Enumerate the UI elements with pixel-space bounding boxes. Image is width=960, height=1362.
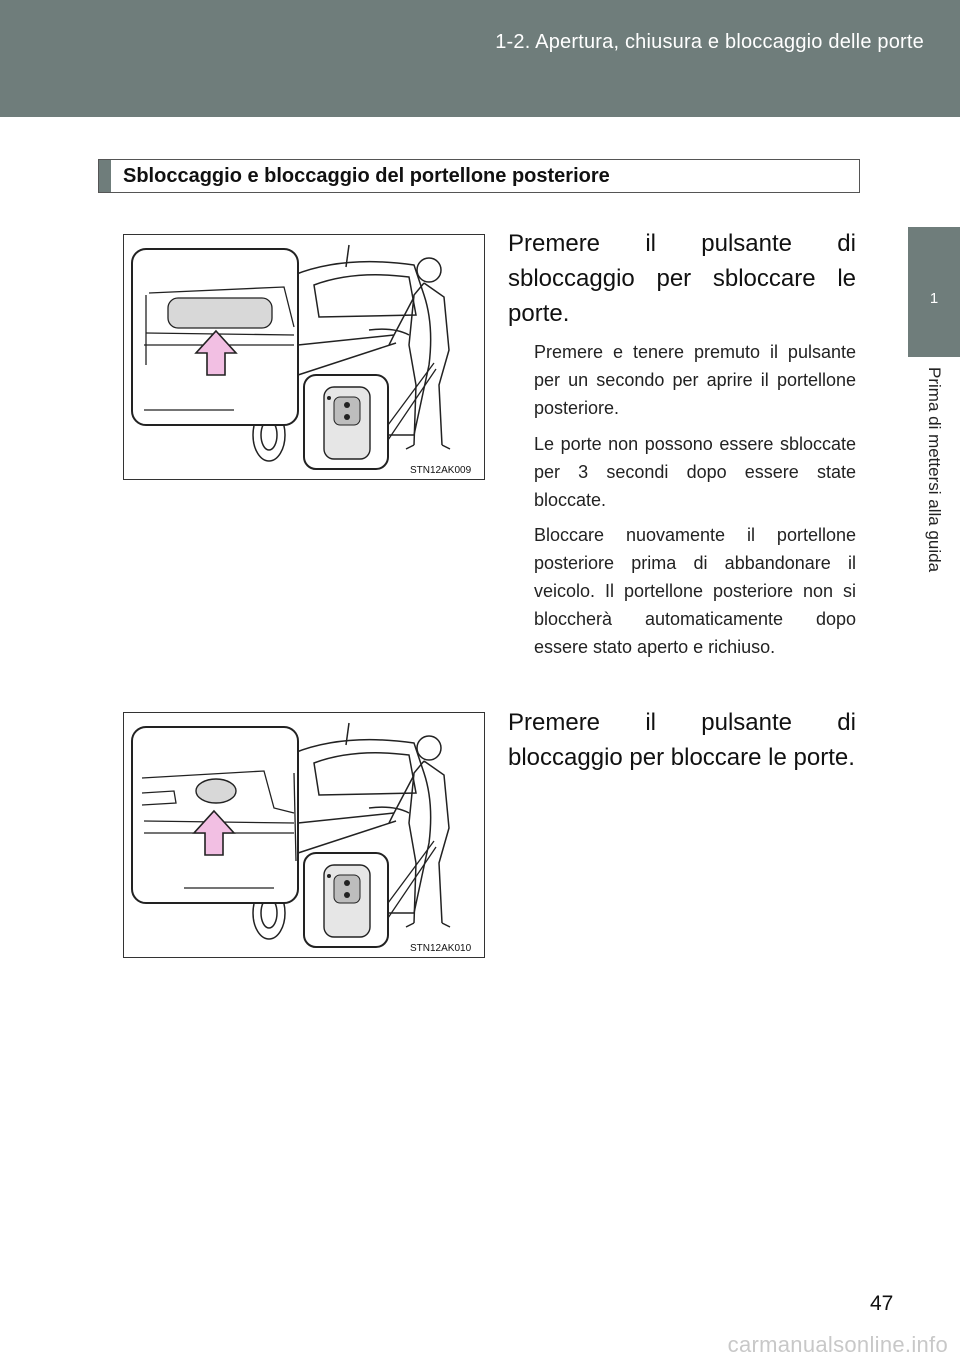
section-heading [98,159,860,193]
chapter-label: Prima di mettersi alla guida [925,367,944,573]
chapter-label-wrap [908,357,960,657]
figure-code: STN12AK009 [410,465,472,476]
step-lock-text: Premere il pulsante di bloccaggio per bloccare le porte. [508,709,856,771]
key-fob-icon [324,865,370,937]
header-band [0,0,960,117]
person-figure [389,736,450,927]
lock-button-shape [196,779,236,803]
note-open-tailgate: Premere e tenere premuto il pulsante per un secondo per aprire il portellone posteriore. [534,342,856,418]
chapter-number: 1 [929,290,939,307]
section-title: Sbloccaggio e bloccaggio del portellone posteriore [123,164,610,187]
figure-unlock [123,234,485,480]
step-unlock-text: Premere il pulsante di sbloccaggio per sbloccare le porte. [508,230,856,327]
key-fob-icon [324,387,370,459]
unlock-button-shape [168,298,272,328]
note-relock-tailgate: Bloccare nuovamente il portellone posteriore prima di abbandonare il veicolo. Il portellone posteriore non si bloccherà automaticamente dopo essere stato aperto e richiuso. [534,525,856,657]
lock-illustration [124,713,484,957]
note-unlock-delay: Le porte non possono essere sbloccate per 3 secondi dopo essere state bloccate. [534,434,856,510]
section-heading-bar [99,160,111,192]
figure-code: STN12AK010 [410,943,472,954]
figure-lock [123,712,485,958]
breadcrumb: 1-2. Apertura, chiusura e bloccaggio delle porte [495,31,924,53]
page-number: 47 [870,1292,894,1315]
person-figure [389,258,450,449]
watermark: carmanualsonline.info [727,1332,948,1357]
unlock-illustration [124,235,484,479]
